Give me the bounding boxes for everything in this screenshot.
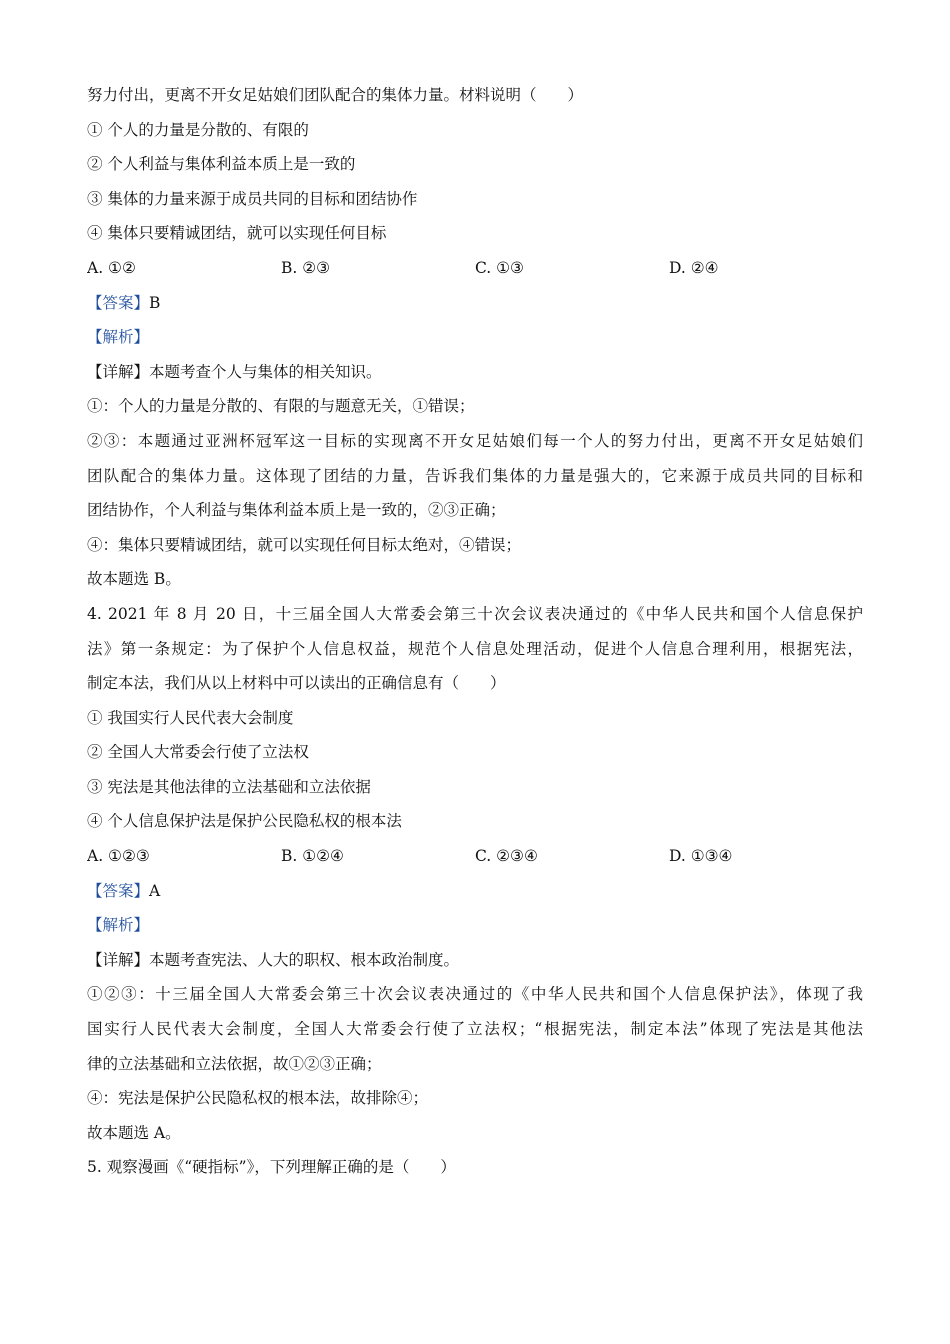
q3-detail: [87, 355, 863, 390]
q4-explain-4: ④：宪法是保护公民隐私权的根本法，故排除④；: [87, 1089, 429, 1108]
q4-analysis: [87, 908, 863, 943]
q4-options: [87, 839, 863, 874]
q3-item-1: ① 个人的力量是分散的、有限的: [87, 120, 309, 139]
q4-answer: [87, 874, 863, 909]
q4-item-4: ④ 个人信息保护法是保护公民隐私权的根本法: [87, 812, 402, 831]
answer-value: B: [149, 293, 161, 312]
q3-options: [87, 251, 863, 286]
q3-item-2: ② 个人利益与集体利益本质上是一致的: [87, 155, 356, 174]
q3-option-d: D. ②④: [669, 258, 719, 277]
q5-stem: 5. 观察漫画《“硬指标”》，下列理解正确的是（ ）: [87, 1158, 456, 1177]
answer-value: A: [149, 881, 161, 900]
q3-explain-5: ④：集体只要精诚团结，就可以实现任何目标太绝对，④错误；: [87, 535, 522, 554]
q3-option-b: B. ②③: [281, 258, 331, 277]
q3-answer: [87, 286, 863, 321]
q4-conclusion: 故本题选 A。: [87, 1123, 181, 1142]
q3-option-a: A. ①②: [87, 258, 136, 277]
detail-text: 本题考查宪法、人大的职权、根本政治制度。: [149, 950, 460, 969]
analysis-tag: 【解析】: [87, 916, 150, 935]
q4-explain-2: 国实行人民代表大会制度，全国人大常委会行使了立法权；“根据宪法，制定本法”体现了宪法是其他法: [87, 1020, 863, 1039]
q4-item-2: ② 全国人大常委会行使了立法权: [87, 743, 309, 762]
answer-tag: 【答案】: [87, 293, 150, 312]
document-page: [87, 78, 863, 1185]
q4-item-1: ① 我国实行人民代表大会制度: [87, 708, 294, 727]
detail-text: 本题考查个人与集体的相关知识。: [149, 362, 382, 381]
q3-explain-4: 团结协作，个人利益与集体利益本质上是一致的，②③正确；: [87, 501, 506, 520]
detail-tag: 【详解】: [87, 362, 150, 381]
q4-explain-1: ①②③：十三届全国人大常委会第三十次会议表决通过的《中华人民共和国个人信息保护法》，体现了我: [87, 985, 863, 1004]
q4-stem-2: 法》第一条规定：为了保护个人信息权益，规范个人信息处理活动，促进个人信息合理利用，根据宪法，: [87, 639, 863, 658]
q3-item-3: ③ 集体的力量来源于成员共同的目标和团结协作: [87, 189, 418, 208]
q3-explain-2: ②③：本题通过亚洲杯冠军这一目标的实现离不开女足姑娘们每一个人的努力付出，更离不开女足姑娘们: [87, 431, 863, 450]
q3-analysis: [87, 320, 863, 355]
detail-tag: 【详解】: [87, 950, 150, 969]
q3-stem: 努力付出，更离不开女足姑娘们团队配合的集体力量。材料说明（ ）: [87, 86, 584, 104]
q4-option-d: D. ①③④: [669, 847, 733, 866]
q3-item-4: ④ 集体只要精诚团结，就可以实现任何目标: [87, 224, 387, 243]
q3-option-c: C. ①③: [475, 258, 524, 277]
q4-explain-3: 律的立法基础和立法依据，故①②③正确；: [87, 1054, 382, 1073]
analysis-tag: 【解析】: [87, 328, 150, 347]
q3-explain-3: 团队配合的集体力量。这体现了团结的力量，告诉我们集体的力量是强大的，它来源于成员共同的目标和: [87, 466, 863, 485]
q4-item-3: ③ 宪法是其他法律的立法基础和立法依据: [87, 777, 371, 796]
q4-stem-1: 4. 2021 年 8 月 20 日，十三届全国人大常委会第三十次会议表决通过的《中华人民共和国个人信息保护: [87, 604, 863, 623]
q4-detail: [87, 943, 863, 978]
answer-tag: 【答案】: [87, 881, 150, 900]
q4-option-a: A. ①②③: [87, 847, 150, 866]
q3-conclusion: 故本题选 B。: [87, 570, 181, 589]
q3-explain-1: ①：个人的力量是分散的、有限的与题意无关，①错误；: [87, 397, 475, 416]
q4-option-c: C. ②③④: [475, 847, 538, 866]
q4-stem-3: 制定本法，我们从以上材料中可以读出的正确信息有（ ）: [87, 674, 506, 693]
q4-option-b: B. ①②④: [281, 847, 344, 866]
